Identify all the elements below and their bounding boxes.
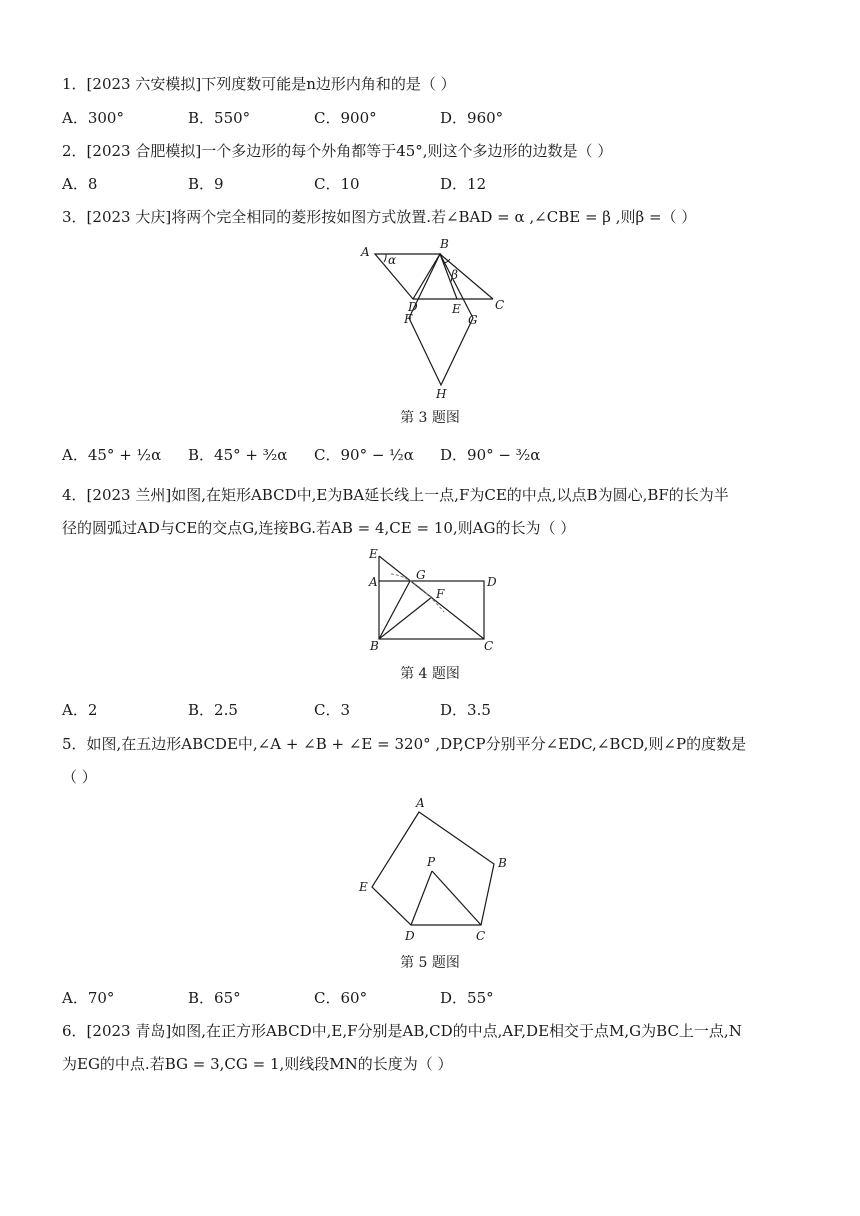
fig5-label-p: P	[427, 855, 436, 869]
fig3-label-g: G	[468, 313, 478, 327]
fig5-label-e: E	[359, 880, 368, 894]
fig3-label-b: B	[440, 237, 449, 251]
fig4-label-e: E	[369, 547, 378, 561]
question-1-option-d[interactable]: D．960°	[440, 109, 504, 127]
question-6-stem-line-2: 为EG的中点.若BG = 3,CG = 1,则线段MN的长度为（ ）	[62, 1055, 453, 1073]
fig4-label-d: D	[487, 575, 497, 589]
fig3-label-c: C	[495, 298, 505, 312]
fig3-label-a: A	[361, 245, 370, 259]
question-1-option-a[interactable]: A．300°	[62, 109, 124, 127]
question-5-option-d[interactable]: D．55°	[440, 989, 494, 1007]
question-4-option-a[interactable]: A．2	[62, 701, 98, 719]
question-2-stem: 2．[2023 合肥模拟]一个多边形的每个外角都等于45°,则这个多边形的边数是（ ）	[62, 142, 613, 160]
question-3-option-b[interactable]: B．45° + ³⁄₂α	[188, 446, 288, 464]
question-2-option-a[interactable]: A．8	[62, 175, 98, 193]
question-3-option-c[interactable]: C．90° − ½α	[314, 446, 414, 464]
fig4-label-a: A	[369, 575, 378, 589]
question-5-option-a[interactable]: A．70°	[62, 989, 115, 1007]
fig4-label-g: G	[416, 568, 426, 582]
fig3-label-h: H	[436, 387, 447, 401]
question-5-stem-line-2: （ ）	[62, 768, 97, 786]
fig5-label-d: D	[405, 929, 415, 943]
question-1-option-b[interactable]: B．550°	[188, 109, 251, 127]
fig4-label-b: B	[370, 639, 379, 653]
question-4-option-d[interactable]: D．3.5	[440, 701, 491, 719]
question-5-stem-line-1: 5．如图,在五边形ABCDE中,∠A + ∠B + ∠E = 320° ,DP,CP分别平分∠EDC,∠BCD,则∠P的度数是	[62, 735, 747, 753]
question-2-option-d[interactable]: D．12	[440, 175, 487, 193]
fig5-label-c: C	[476, 929, 486, 943]
fig3-label-alpha: α	[388, 253, 397, 267]
figure-3-rhombi	[355, 232, 515, 404]
fig5-line-dp	[411, 871, 432, 925]
fig4-label-f: F	[436, 587, 445, 601]
fig4-line-bf	[379, 597, 432, 639]
figure-4-caption: 第 4 题图	[400, 666, 460, 682]
fig5-line-cp	[432, 871, 481, 925]
question-1-stem: 1．[2023 六安模拟]下列度数可能是n边形内角和的是（ ）	[62, 75, 456, 93]
question-5-option-b[interactable]: B．65°	[188, 989, 241, 1007]
question-5-option-c[interactable]: C．60°	[314, 989, 368, 1007]
question-6-stem-line-1: 6．[2023 青岛]如图,在正方形ABCD中,E,F分别是AB,CD的中点,AF,DE相交于点M,G为BC上一点,N	[62, 1022, 742, 1040]
question-3-option-a[interactable]: A．45° + ½α	[62, 446, 162, 464]
fig5-label-b: B	[498, 856, 507, 870]
fig4-label-c: C	[484, 639, 494, 653]
figure-3-caption: 第 3 题图	[400, 410, 460, 426]
question-4-option-b[interactable]: B．2.5	[188, 701, 238, 719]
figure-5-pentagon	[354, 795, 514, 947]
question-4-option-c[interactable]: C．3	[314, 701, 351, 719]
fig4-line-bg	[379, 581, 410, 639]
figure-4-rectangle	[362, 546, 502, 654]
figure-5-caption: 第 5 题图	[400, 955, 460, 971]
question-4-stem-line-2: 径的圆弧过AD与CE的交点G,连接BG.若AB = 4,CE = 10,则AG的长为（ ）	[62, 519, 576, 537]
fig5-label-a: A	[416, 796, 425, 810]
fig3-label-e: E	[452, 302, 461, 316]
question-3-stem: 3．[2023 大庆]将两个完全相同的菱形按如图方式放置.若∠BAD = α ,∠CBE = β ,则β =（ ）	[62, 208, 697, 226]
fig3-label-beta: β	[451, 268, 458, 282]
fig3-label-f: F	[404, 312, 413, 326]
question-2-option-b[interactable]: B．9	[188, 175, 224, 193]
question-2-option-c[interactable]: C．10	[314, 175, 360, 193]
question-4-stem-line-1: 4．[2023 兰州]如图,在矩形ABCD中,E为BA延长线上一点,F为CE的中点,以点B为圆心,BF的长为半	[62, 486, 729, 504]
question-1-option-c[interactable]: C．900°	[314, 109, 377, 127]
fig3-label-d: D	[408, 300, 418, 314]
question-3-option-d[interactable]: D．90° − ³⁄₂α	[440, 446, 541, 464]
